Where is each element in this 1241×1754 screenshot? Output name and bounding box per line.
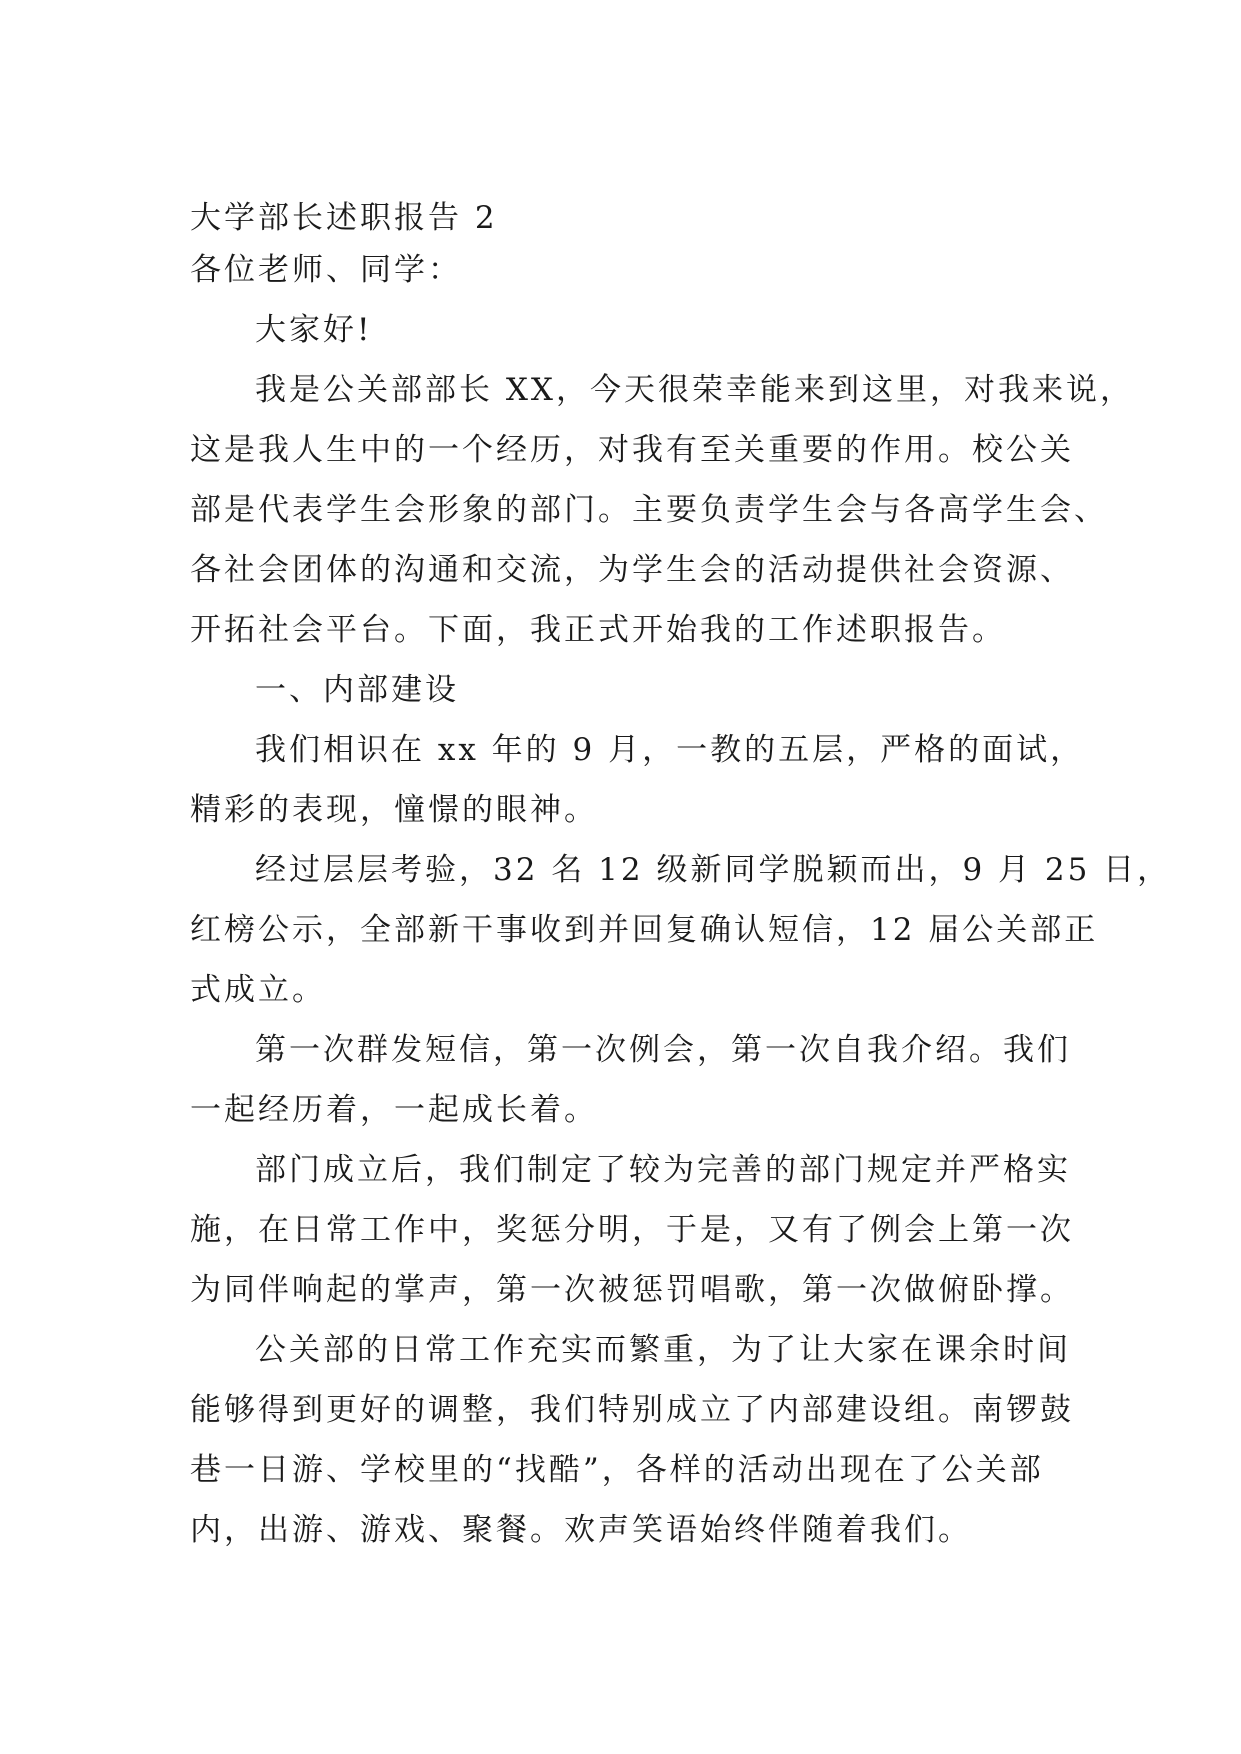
section-heading: 一、内部建设: [255, 672, 459, 708]
text-line: 巷一日游、学校里的“找酷”，各样的活动出现在了公关部: [190, 1452, 1044, 1488]
text-line: 式成立。: [190, 972, 326, 1008]
text-line: 各社会团体的沟通和交流，为学生会的活动提供社会资源、: [190, 552, 1074, 588]
text-line: 公关部的日常工作充实而繁重，为了让大家在课余时间: [255, 1332, 1071, 1368]
text-line: 经过层层考验，32 名 12 级新同学脱颖而出，9 月 25 日，: [255, 852, 1172, 888]
text-line: 一起经历着，一起成长着。: [190, 1092, 598, 1128]
text-line: 这是我人生中的一个经历，对我有至关重要的作用。校公关: [190, 432, 1074, 468]
text-line: 为同伴响起的掌声，第一次被惩罚唱歌，第一次做俯卧撑。: [190, 1272, 1074, 1308]
text-line: 第一次群发短信，第一次例会，第一次自我介绍。我们: [255, 1032, 1071, 1068]
text-line: 施，在日常工作中，奖惩分明，于是，又有了例会上第一次: [190, 1212, 1074, 1248]
text-line: 开拓社会平台。下面，我正式开始我的工作述职报告。: [190, 612, 1006, 648]
text-line: 我们相识在 xx 年的 9 月，一教的五层，严格的面试，: [255, 732, 1085, 768]
text-line: 精彩的表现，憧憬的眼神。: [190, 792, 598, 828]
text-line: 红榜公示，全部新干事收到并回复确认短信，12 届公关部正: [190, 912, 1099, 948]
greeting: 大家好!: [255, 312, 373, 348]
text-line: 能够得到更好的调整，我们特别成立了内部建设组。南锣鼓: [190, 1392, 1074, 1428]
text-line: 我是公关部部长 XX，今天很荣幸能来到这里，对我来说，: [255, 372, 1134, 408]
salutation: 各位老师、同学：: [190, 252, 462, 288]
document-title: 大学部长述职报告 2: [190, 200, 498, 236]
text-line: 部门成立后，我们制定了较为完善的部门规定并严格实: [255, 1152, 1071, 1188]
text-line: 部是代表学生会形象的部门。主要负责学生会与各高学生会、: [190, 492, 1108, 528]
text-line: 内，出游、游戏、聚餐。欢声笑语始终伴随着我们。: [190, 1512, 972, 1548]
